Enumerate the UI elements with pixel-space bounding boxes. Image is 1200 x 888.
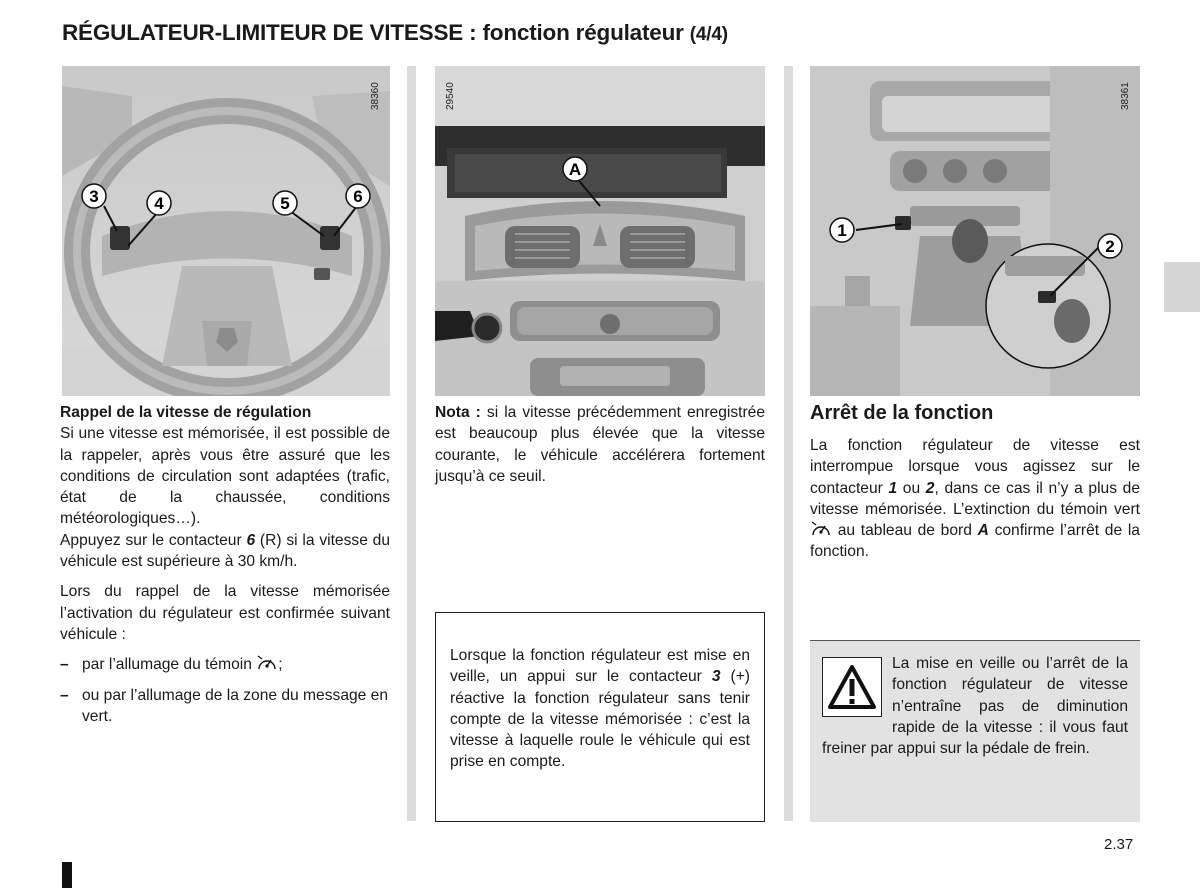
nota-label: Nota : [435,404,481,421]
figure-number: 38360 [370,82,381,110]
column-separator [407,66,416,821]
paragraph: Si une vitesse est mémorisée, il est possible de la rappeler, après vous être assuré que les conditions de circulation sont adaptées (trafic, état de la chaussée, conditions météorologiques…). [60,425,390,528]
warning-icon-frame [822,657,882,717]
column-separator [784,66,793,821]
page-title-suffix: (4/4) [689,24,728,45]
corner-mark [62,862,72,888]
column-3-text [810,435,1140,563]
callout-6 [346,184,370,208]
contact-reference: 1 [888,479,898,497]
warning-text: La mise en veille ou l’arrêt de la fonction régulateur de vitesse n’entraîne pas de diminution rapide de la vitesse : il vous faut freiner par appui sur la pédale de frein. [822,655,1128,758]
callout-label: 4 [154,194,164,213]
callout-2 [1098,234,1122,258]
info-box-text: Lorsque la fonction régulateur est mise en veille, un appui sur le contacteur 3 (+) réactive la fonction régulateur sans tenir compte de la vitesse mémorisée : c’est la vitesse à laquelle roule le véhicule qui est prise en compte. [450,647,750,771]
callouts-layer [435,66,765,396]
callout-label: 2 [1105,237,1115,256]
paragraph: La fonction régulateur de vitesse est interrompue lorsque vous agissez sur le contacteur 1 ou 2, dans ce cas il n’y a plus de vitesse mémorisée. L’extinction du témoin vert au tableau de bord A confirme l’arrêt de la fonction. [810,437,1141,561]
callout-3 [82,184,106,208]
column-2-text [435,402,765,487]
bullet-list [60,654,390,727]
nota-paragraph: Nota : si la vitesse précédemment enregistrée est beaucoup plus élevée que la vitesse courante, le véhicule accélérera fortement jusqu’à ce seuil. [435,404,765,485]
section-heading: Arrêt de la fonction [810,402,994,424]
speedometer-icon [810,520,832,538]
paragraph: Appuyez sur le contacteur 6 (R) si la vitesse du véhicule est supérieure à 30 km/h. [60,531,390,571]
callout-A [563,157,587,181]
callout-label: A [568,160,582,179]
contact-reference: 3 [711,668,721,686]
figure-number: 38361 [1120,82,1131,110]
center-console-figure [810,66,1140,396]
callouts-layer [810,66,1140,396]
chapter-tab [1164,262,1200,312]
warning-box [810,640,1140,822]
list-item: – ou par l’allumage de la zone du message en vert. [60,685,390,728]
page-title [62,20,728,46]
callouts-layer [62,66,390,396]
speedometer-icon [256,654,278,672]
callout-1 [830,218,854,242]
callout-label: 3 [89,187,99,206]
list-item: – par l’allumage du témoin ; [60,654,390,675]
steering-wheel-figure [62,66,390,396]
callout-5 [273,191,297,215]
contact-reference: 2 [925,479,935,497]
callout-label: 5 [280,194,290,213]
page-title-text: RÉGULATEUR-LIMITEUR DE VITESSE : fonction régulateur [62,20,684,45]
warning-triangle-icon [827,664,877,710]
contact-reference: 6 [246,531,256,549]
dashboard-reference: A [977,522,989,540]
paragraph: Lors du rappel de la vitesse mémorisée l’activation du régulateur est confirmée suivant véhicule : [60,583,390,643]
column-1-text [60,402,390,736]
callout-label: 1 [837,221,847,240]
info-box [435,612,765,822]
dashboard-figure [435,66,765,396]
callout-label: 6 [353,187,363,206]
figure-number: 29540 [445,82,456,110]
section-heading: Rappel de la vitesse de régulation [60,404,312,421]
callout-4 [147,191,171,215]
page-number: 2.37 [1104,836,1134,853]
